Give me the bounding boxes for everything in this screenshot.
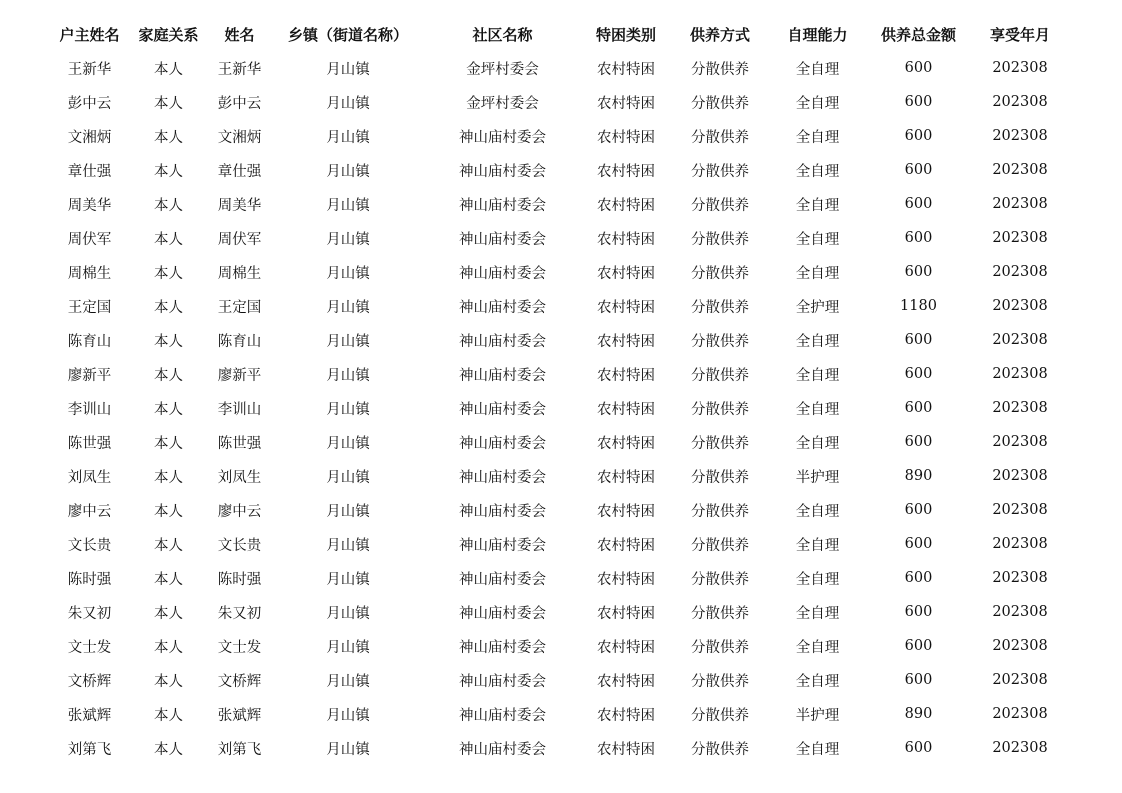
community-cell: 金坪村委会 [466, 61, 539, 78]
month-cell: 202308 [992, 638, 1048, 654]
category-cell: 农村特困 [597, 95, 655, 112]
table-row [50, 51, 1070, 85]
name-cell: 文湘炳 [217, 129, 262, 146]
name-cell: 彭中云 [217, 95, 262, 112]
community-cell: 神山庙村委会 [459, 401, 546, 418]
community-cell: 神山庙村委会 [459, 299, 546, 316]
amount-cell: 600 [904, 196, 933, 212]
table-row [50, 595, 1070, 629]
name-cell: 朱又初 [217, 605, 262, 622]
township-cell: 月山镇 [326, 503, 370, 520]
name-cell: 廖新平 [217, 367, 262, 384]
table-row [50, 425, 1070, 459]
relation-cell: 本人 [154, 299, 183, 316]
table-row [50, 119, 1070, 153]
support-roster-table [50, 17, 1070, 765]
relation-cell: 本人 [154, 95, 183, 112]
category-cell: 农村特困 [597, 639, 655, 656]
column-header-month: 享受年月 [989, 25, 1050, 44]
month-cell: 202308 [992, 570, 1048, 586]
household-head-cell: 廖中云 [67, 503, 112, 520]
self-care-cell: 全自理 [795, 231, 840, 248]
table-row [50, 629, 1070, 663]
township-cell: 月山镇 [326, 61, 370, 78]
table-row [50, 527, 1070, 561]
community-cell: 神山庙村委会 [459, 571, 546, 588]
support-mode-cell: 分散供养 [691, 537, 749, 554]
name-cell: 刘第飞 [217, 741, 262, 758]
amount-cell: 600 [904, 740, 933, 756]
self-care-cell: 半护理 [795, 707, 840, 724]
support-mode-cell: 分散供养 [691, 333, 749, 350]
amount-cell: 600 [904, 162, 933, 178]
community-cell: 神山庙村委会 [459, 537, 546, 554]
amount-cell: 600 [904, 536, 933, 552]
household-head-cell: 周棉生 [67, 265, 112, 282]
support-mode-cell: 分散供养 [691, 197, 749, 214]
household-head-cell: 刘凤生 [67, 469, 112, 486]
table-row [50, 663, 1070, 697]
township-cell: 月山镇 [326, 469, 370, 486]
amount-cell: 600 [904, 264, 933, 280]
self-care-cell: 全自理 [795, 605, 840, 622]
month-cell: 202308 [992, 230, 1048, 246]
self-care-cell: 全自理 [795, 571, 840, 588]
column-header-household-head: 户主姓名 [59, 25, 120, 44]
amount-cell: 600 [904, 434, 933, 450]
community-cell: 神山庙村委会 [459, 231, 546, 248]
name-cell: 王新华 [217, 61, 262, 78]
household-head-cell: 章仕强 [67, 163, 112, 180]
relation-cell: 本人 [154, 367, 183, 384]
category-cell: 农村特困 [597, 129, 655, 146]
column-header-name: 姓名 [224, 25, 255, 44]
category-cell: 农村特困 [597, 61, 655, 78]
category-cell: 农村特困 [597, 265, 655, 282]
township-cell: 月山镇 [326, 367, 370, 384]
township-cell: 月山镇 [326, 571, 370, 588]
name-cell: 陈时强 [217, 571, 262, 588]
relation-cell: 本人 [154, 503, 183, 520]
self-care-cell: 全自理 [795, 401, 840, 418]
household-head-cell: 文长贵 [67, 537, 112, 554]
support-mode-cell: 分散供养 [691, 401, 749, 418]
support-mode-cell: 分散供养 [691, 605, 749, 622]
amount-cell: 890 [904, 468, 933, 484]
month-cell: 202308 [992, 706, 1048, 722]
relation-cell: 本人 [154, 639, 183, 656]
month-cell: 202308 [992, 400, 1048, 416]
name-cell: 陈育山 [217, 333, 262, 350]
relation-cell: 本人 [154, 741, 183, 758]
category-cell: 农村特困 [597, 367, 655, 384]
month-cell: 202308 [992, 434, 1048, 450]
table-row [50, 85, 1070, 119]
name-cell: 廖中云 [217, 503, 262, 520]
name-cell: 文士发 [217, 639, 262, 656]
name-cell: 周伏军 [217, 231, 262, 248]
support-mode-cell: 分散供养 [691, 367, 749, 384]
self-care-cell: 全自理 [795, 503, 840, 520]
name-cell: 文桥辉 [217, 673, 262, 690]
self-care-cell: 全自理 [795, 129, 840, 146]
category-cell: 农村特困 [597, 673, 655, 690]
self-care-cell: 全自理 [795, 265, 840, 282]
household-head-cell: 陈时强 [67, 571, 112, 588]
month-cell: 202308 [992, 740, 1048, 756]
relation-cell: 本人 [154, 401, 183, 418]
community-cell: 神山庙村委会 [459, 469, 546, 486]
amount-cell: 600 [904, 366, 933, 382]
name-cell: 周美华 [217, 197, 262, 214]
month-cell: 202308 [992, 332, 1048, 348]
township-cell: 月山镇 [326, 639, 370, 656]
community-cell: 神山庙村委会 [459, 639, 546, 656]
relation-cell: 本人 [154, 129, 183, 146]
township-cell: 月山镇 [326, 673, 370, 690]
self-care-cell: 半护理 [795, 469, 840, 486]
township-cell: 月山镇 [326, 605, 370, 622]
household-head-cell: 周美华 [67, 197, 112, 214]
relation-cell: 本人 [154, 61, 183, 78]
household-head-cell: 刘第飞 [67, 741, 112, 758]
household-head-cell: 陈世强 [67, 435, 112, 452]
amount-cell: 600 [904, 638, 933, 654]
self-care-cell: 全自理 [795, 95, 840, 112]
category-cell: 农村特困 [597, 197, 655, 214]
relation-cell: 本人 [154, 231, 183, 248]
support-mode-cell: 分散供养 [691, 673, 749, 690]
column-header-self-care: 自理能力 [787, 25, 848, 44]
month-cell: 202308 [992, 536, 1048, 552]
household-head-cell: 李训山 [67, 401, 112, 418]
township-cell: 月山镇 [326, 707, 370, 724]
table-header-row [50, 17, 1070, 51]
name-cell: 李训山 [217, 401, 262, 418]
category-cell: 农村特困 [597, 163, 655, 180]
table-row [50, 187, 1070, 221]
column-header-relation: 家庭关系 [138, 25, 199, 44]
table-row [50, 357, 1070, 391]
table-row [50, 731, 1070, 765]
table-row [50, 289, 1070, 323]
amount-cell: 600 [904, 230, 933, 246]
community-cell: 神山庙村委会 [459, 673, 546, 690]
month-cell: 202308 [992, 162, 1048, 178]
table-row [50, 561, 1070, 595]
category-cell: 农村特困 [597, 469, 655, 486]
table-row [50, 153, 1070, 187]
relation-cell: 本人 [154, 333, 183, 350]
household-head-cell: 文桥辉 [67, 673, 112, 690]
month-cell: 202308 [992, 94, 1048, 110]
community-cell: 神山庙村委会 [459, 741, 546, 758]
name-cell: 文长贵 [217, 537, 262, 554]
household-head-cell: 王定国 [67, 299, 112, 316]
name-cell: 陈世强 [217, 435, 262, 452]
relation-cell: 本人 [154, 537, 183, 554]
amount-cell: 890 [904, 706, 933, 722]
self-care-cell: 全自理 [795, 435, 840, 452]
township-cell: 月山镇 [326, 95, 370, 112]
household-head-cell: 廖新平 [67, 367, 112, 384]
support-mode-cell: 分散供养 [691, 707, 749, 724]
relation-cell: 本人 [154, 571, 183, 588]
township-cell: 月山镇 [326, 129, 370, 146]
table-body [50, 51, 1070, 765]
township-cell: 月山镇 [326, 741, 370, 758]
category-cell: 农村特困 [597, 231, 655, 248]
relation-cell: 本人 [154, 605, 183, 622]
name-cell: 周棉生 [217, 265, 262, 282]
community-cell: 神山庙村委会 [459, 265, 546, 282]
township-cell: 月山镇 [326, 333, 370, 350]
relation-cell: 本人 [154, 707, 183, 724]
amount-cell: 600 [904, 604, 933, 620]
relation-cell: 本人 [154, 163, 183, 180]
community-cell: 神山庙村委会 [459, 129, 546, 146]
amount-cell: 600 [904, 672, 933, 688]
month-cell: 202308 [992, 672, 1048, 688]
relation-cell: 本人 [154, 197, 183, 214]
community-cell: 神山庙村委会 [459, 367, 546, 384]
name-cell: 章仕强 [217, 163, 262, 180]
community-cell: 金坪村委会 [466, 95, 539, 112]
support-mode-cell: 分散供养 [691, 503, 749, 520]
community-cell: 神山庙村委会 [459, 435, 546, 452]
self-care-cell: 全护理 [795, 299, 840, 316]
community-cell: 神山庙村委会 [459, 503, 546, 520]
self-care-cell: 全自理 [795, 61, 840, 78]
household-head-cell: 张斌辉 [67, 707, 112, 724]
household-head-cell: 陈育山 [67, 333, 112, 350]
support-mode-cell: 分散供养 [691, 129, 749, 146]
household-head-cell: 朱又初 [67, 605, 112, 622]
township-cell: 月山镇 [326, 537, 370, 554]
relation-cell: 本人 [154, 469, 183, 486]
community-cell: 神山庙村委会 [459, 605, 546, 622]
support-mode-cell: 分散供养 [691, 61, 749, 78]
township-cell: 月山镇 [326, 265, 370, 282]
township-cell: 月山镇 [326, 163, 370, 180]
month-cell: 202308 [992, 264, 1048, 280]
community-cell: 神山庙村委会 [459, 197, 546, 214]
month-cell: 202308 [992, 502, 1048, 518]
household-head-cell: 王新华 [67, 61, 112, 78]
self-care-cell: 全自理 [795, 333, 840, 350]
community-cell: 神山庙村委会 [459, 707, 546, 724]
amount-cell: 600 [904, 400, 933, 416]
support-mode-cell: 分散供养 [691, 299, 749, 316]
self-care-cell: 全自理 [795, 741, 840, 758]
relation-cell: 本人 [154, 265, 183, 282]
amount-cell: 600 [904, 128, 933, 144]
category-cell: 农村特困 [597, 605, 655, 622]
table-row [50, 697, 1070, 731]
table-row [50, 323, 1070, 357]
amount-cell: 600 [904, 60, 933, 76]
township-cell: 月山镇 [326, 435, 370, 452]
category-cell: 农村特困 [597, 537, 655, 554]
household-head-cell: 文士发 [67, 639, 112, 656]
support-mode-cell: 分散供养 [691, 571, 749, 588]
column-header-category: 特困类别 [595, 25, 656, 44]
table-row [50, 255, 1070, 289]
name-cell: 王定国 [217, 299, 262, 316]
table-row [50, 459, 1070, 493]
support-mode-cell: 分散供养 [691, 469, 749, 486]
column-header-amount: 供养总金额 [880, 25, 956, 44]
relation-cell: 本人 [154, 673, 183, 690]
category-cell: 农村特困 [597, 571, 655, 588]
category-cell: 农村特困 [597, 401, 655, 418]
category-cell: 农村特困 [597, 299, 655, 316]
self-care-cell: 全自理 [795, 367, 840, 384]
household-head-cell: 周伏军 [67, 231, 112, 248]
amount-cell: 1180 [900, 298, 937, 314]
month-cell: 202308 [992, 366, 1048, 382]
column-header-support-mode: 供养方式 [689, 25, 750, 44]
month-cell: 202308 [992, 196, 1048, 212]
self-care-cell: 全自理 [795, 163, 840, 180]
column-header-community: 社区名称 [472, 25, 533, 44]
month-cell: 202308 [992, 468, 1048, 484]
table-row [50, 391, 1070, 425]
self-care-cell: 全自理 [795, 537, 840, 554]
household-head-cell: 彭中云 [67, 95, 112, 112]
table-row [50, 221, 1070, 255]
self-care-cell: 全自理 [795, 673, 840, 690]
category-cell: 农村特困 [597, 333, 655, 350]
township-cell: 月山镇 [326, 197, 370, 214]
month-cell: 202308 [992, 298, 1048, 314]
township-cell: 月山镇 [326, 299, 370, 316]
support-mode-cell: 分散供养 [691, 95, 749, 112]
amount-cell: 600 [904, 332, 933, 348]
amount-cell: 600 [904, 502, 933, 518]
table-row [50, 493, 1070, 527]
month-cell: 202308 [992, 604, 1048, 620]
category-cell: 农村特困 [597, 741, 655, 758]
month-cell: 202308 [992, 128, 1048, 144]
support-mode-cell: 分散供养 [691, 265, 749, 282]
support-mode-cell: 分散供养 [691, 741, 749, 758]
category-cell: 农村特困 [597, 503, 655, 520]
category-cell: 农村特困 [597, 435, 655, 452]
support-mode-cell: 分散供养 [691, 435, 749, 452]
relation-cell: 本人 [154, 435, 183, 452]
self-care-cell: 全自理 [795, 639, 840, 656]
household-head-cell: 文湘炳 [67, 129, 112, 146]
column-header-township: 乡镇（街道名称） [287, 25, 408, 44]
support-mode-cell: 分散供养 [691, 639, 749, 656]
category-cell: 农村特困 [597, 707, 655, 724]
name-cell: 张斌辉 [217, 707, 262, 724]
community-cell: 神山庙村委会 [459, 163, 546, 180]
support-mode-cell: 分散供养 [691, 163, 749, 180]
month-cell: 202308 [992, 60, 1048, 76]
township-cell: 月山镇 [326, 401, 370, 418]
township-cell: 月山镇 [326, 231, 370, 248]
support-mode-cell: 分散供养 [691, 231, 749, 248]
self-care-cell: 全自理 [795, 197, 840, 214]
amount-cell: 600 [904, 570, 933, 586]
name-cell: 刘凤生 [217, 469, 262, 486]
amount-cell: 600 [904, 94, 933, 110]
community-cell: 神山庙村委会 [459, 333, 546, 350]
